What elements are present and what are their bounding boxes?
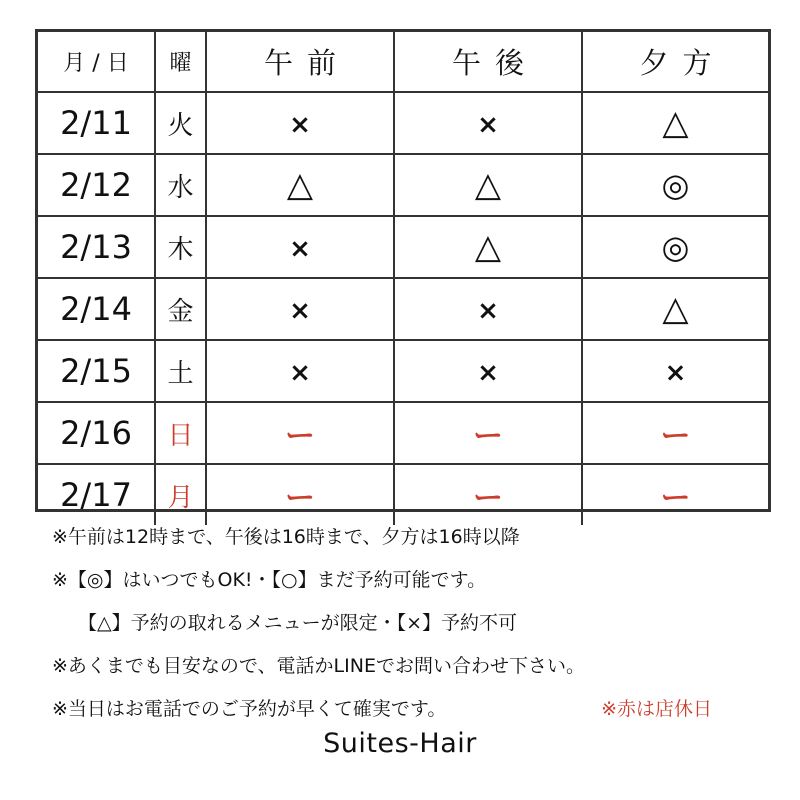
slot-evening	[582, 340, 768, 402]
slot-morning	[206, 402, 394, 464]
closed-mark: ー	[473, 419, 503, 454]
table-row	[38, 278, 768, 340]
limited-mark: △	[474, 227, 502, 267]
slot-evening	[582, 402, 768, 464]
row-date: 2/12	[38, 154, 155, 216]
row-date: 2/13	[38, 216, 155, 278]
slot-morning	[206, 92, 394, 154]
closed-mark: ー	[660, 419, 691, 454]
slot-morning	[206, 154, 394, 216]
closed-mark: ー	[660, 481, 691, 516]
available-mark: ◎	[661, 166, 690, 204]
row-weekday: 金	[155, 278, 206, 340]
note-contact: ※あくまでも目安なので、電話かLINEでお問い合わせ下さい。	[52, 655, 585, 677]
row-date: 2/16	[38, 402, 155, 464]
table-row	[38, 154, 768, 216]
table-row	[38, 216, 768, 278]
closed-mark: ー	[285, 481, 315, 516]
row-weekday: 水	[155, 154, 206, 216]
table-row	[38, 92, 768, 154]
limited-mark: △	[662, 289, 689, 329]
note-same-day-text: ※当日はお電話でのご予約が早くて確実です。	[52, 698, 447, 720]
table-row	[38, 402, 768, 464]
header-row	[38, 32, 768, 92]
unavailable-mark: ×	[289, 357, 311, 388]
header-weekday: 曜	[155, 32, 206, 92]
notes	[52, 516, 772, 731]
table-row	[38, 340, 768, 402]
row-weekday: 日	[155, 402, 206, 464]
header-date: 月 / 日	[38, 32, 155, 92]
note-hours: ※午前は12時まで、午後は16時まで、夕方は16時以降	[52, 526, 520, 548]
unavailable-mark: ×	[664, 357, 687, 388]
slot-afternoon	[394, 402, 582, 464]
slot-afternoon	[394, 216, 582, 278]
row-weekday: 火	[155, 92, 206, 154]
limited-mark: △	[662, 103, 689, 143]
row-date: 2/11	[38, 92, 155, 154]
row-weekday: 土	[155, 340, 206, 402]
slot-morning	[206, 340, 394, 402]
limited-mark: △	[286, 165, 314, 205]
note-legend-limited: 【△】予約の取れるメニューが限定・【×】予約不可	[78, 612, 518, 634]
row-weekday: 木	[155, 216, 206, 278]
brand-name: Suites-Hair	[323, 728, 477, 759]
closed-mark: ー	[285, 419, 315, 454]
closed-mark: ー	[473, 481, 503, 516]
slot-afternoon	[394, 154, 582, 216]
header-evening: 夕方	[582, 32, 768, 92]
limited-mark: △	[474, 165, 502, 205]
note-legend-ok: ※【◎】はいつでもOK!・【○】まだ予約可能です。	[52, 569, 487, 591]
schedule-rows	[38, 92, 768, 525]
row-date: 2/17	[38, 464, 155, 525]
unavailable-mark: ×	[289, 233, 311, 264]
unavailable-mark: ×	[289, 109, 311, 140]
unavailable-mark: ×	[477, 357, 499, 388]
header-morning: 午前	[206, 32, 394, 92]
row-weekday: 月	[155, 464, 206, 525]
header-afternoon: 午後	[394, 32, 582, 92]
row-date: 2/15	[38, 340, 155, 402]
slot-afternoon	[394, 340, 582, 402]
schedule-table	[35, 29, 771, 516]
slot-afternoon	[394, 92, 582, 154]
slot-evening	[582, 216, 768, 278]
unavailable-mark: ×	[289, 295, 311, 326]
slot-morning	[206, 216, 394, 278]
slot-evening	[582, 154, 768, 216]
note-closed-days: ※赤は店休日	[601, 698, 712, 720]
note-same-day	[52, 688, 772, 731]
unavailable-mark: ×	[477, 295, 499, 326]
slot-afternoon	[394, 278, 582, 340]
unavailable-mark: ×	[477, 109, 499, 140]
slot-evening	[582, 278, 768, 340]
slot-morning	[206, 278, 394, 340]
available-mark: ◎	[661, 228, 690, 266]
row-date: 2/14	[38, 278, 155, 340]
slot-evening	[582, 92, 768, 154]
